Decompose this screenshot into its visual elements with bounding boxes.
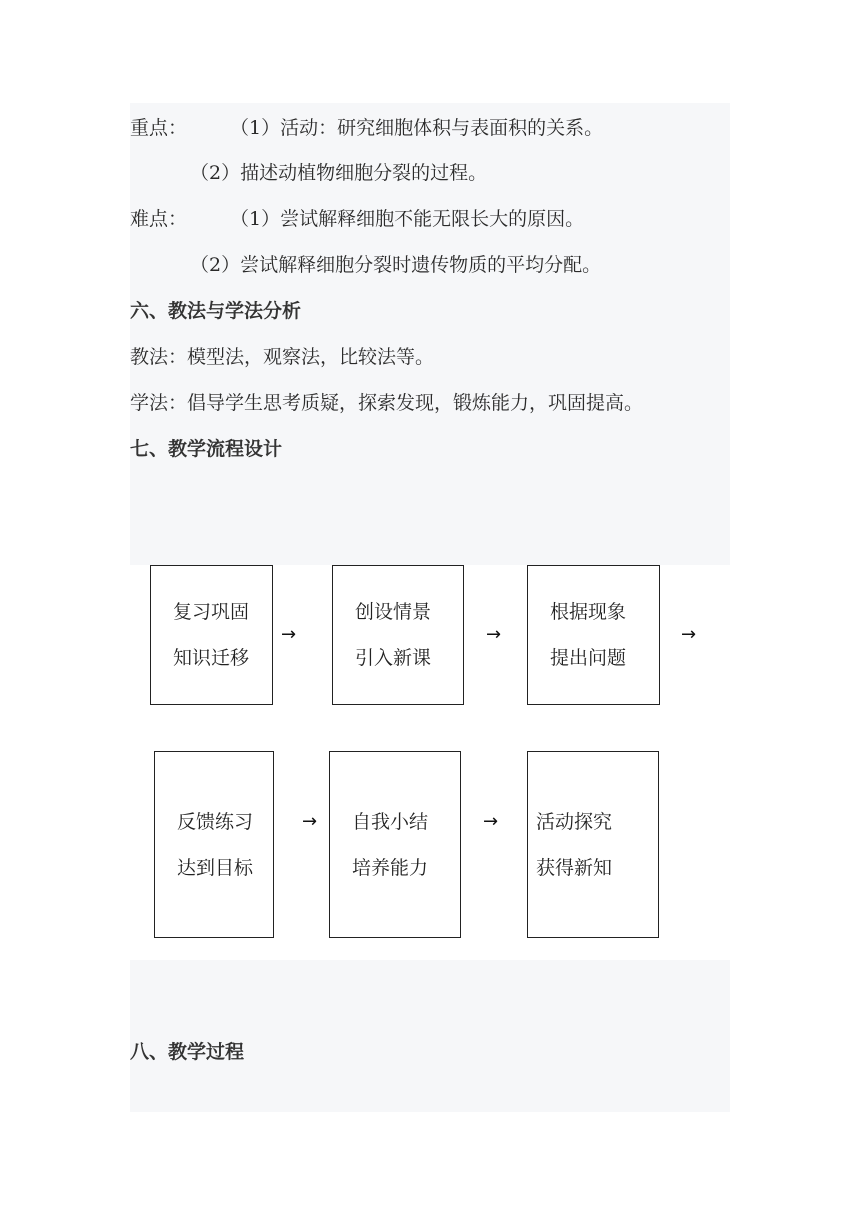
difficult-point-2: （2）尝试解释细胞分裂时遗传物质的平均分配。 (190, 254, 602, 276)
flow-box-question-line1: 根据现象 (550, 601, 627, 623)
flow-box-feedback (154, 751, 274, 938)
flow-box-review-line2: 知识迁移 (173, 647, 250, 669)
flow-box-question-line2: 提出问题 (550, 647, 627, 669)
content-panel-bottom (130, 960, 730, 1112)
flow-box-feedback-line2: 达到目标 (177, 856, 254, 879)
flow-box-summary-line1: 自我小结 (352, 810, 429, 833)
flow-arrow-5: → (483, 811, 499, 832)
flow-box-summary (329, 751, 461, 938)
flow-box-review (150, 565, 273, 705)
flow-box-activity-line2: 获得新知 (536, 856, 613, 879)
difficult-point-1: （1）尝试解释细胞不能无限长大的原因。 (230, 208, 585, 230)
flow-arrow-1: → (281, 624, 297, 645)
flow-box-scenario-line2: 引入新课 (355, 647, 432, 669)
flow-arrow-4: → (302, 811, 318, 832)
section-8-title: 八、教学过程 (130, 1041, 245, 1063)
teaching-method: 教法：模型法，观察法，比较法等。 (130, 346, 435, 368)
section-7-title: 七、教学流程设计 (130, 438, 283, 460)
key-point-1: （1）活动：研究细胞体积与表面积的关系。 (230, 117, 604, 139)
flow-box-activity-line1: 活动探究 (536, 810, 613, 833)
section-6-title: 六、教法与学法分析 (130, 300, 302, 322)
key-points-label: 重点： (130, 117, 188, 139)
flow-box-summary-line2: 培养能力 (352, 856, 429, 879)
flow-box-review-line1: 复习巩固 (173, 601, 250, 623)
flow-box-feedback-line1: 反馈练习 (177, 810, 254, 833)
learning-method: 学法：倡导学生思考质疑，探索发现，锻炼能力，巩固提高。 (130, 392, 644, 414)
flow-box-scenario-line1: 创设情景 (355, 601, 432, 623)
flow-box-question (527, 565, 660, 705)
flow-box-scenario (332, 565, 464, 705)
flow-arrow-2: → (486, 624, 502, 645)
key-point-2: （2）描述动植物细胞分裂的过程。 (190, 162, 488, 184)
difficult-points-label: 难点： (130, 208, 188, 230)
flow-arrow-3: → (681, 624, 697, 645)
flow-box-activity (527, 751, 659, 938)
